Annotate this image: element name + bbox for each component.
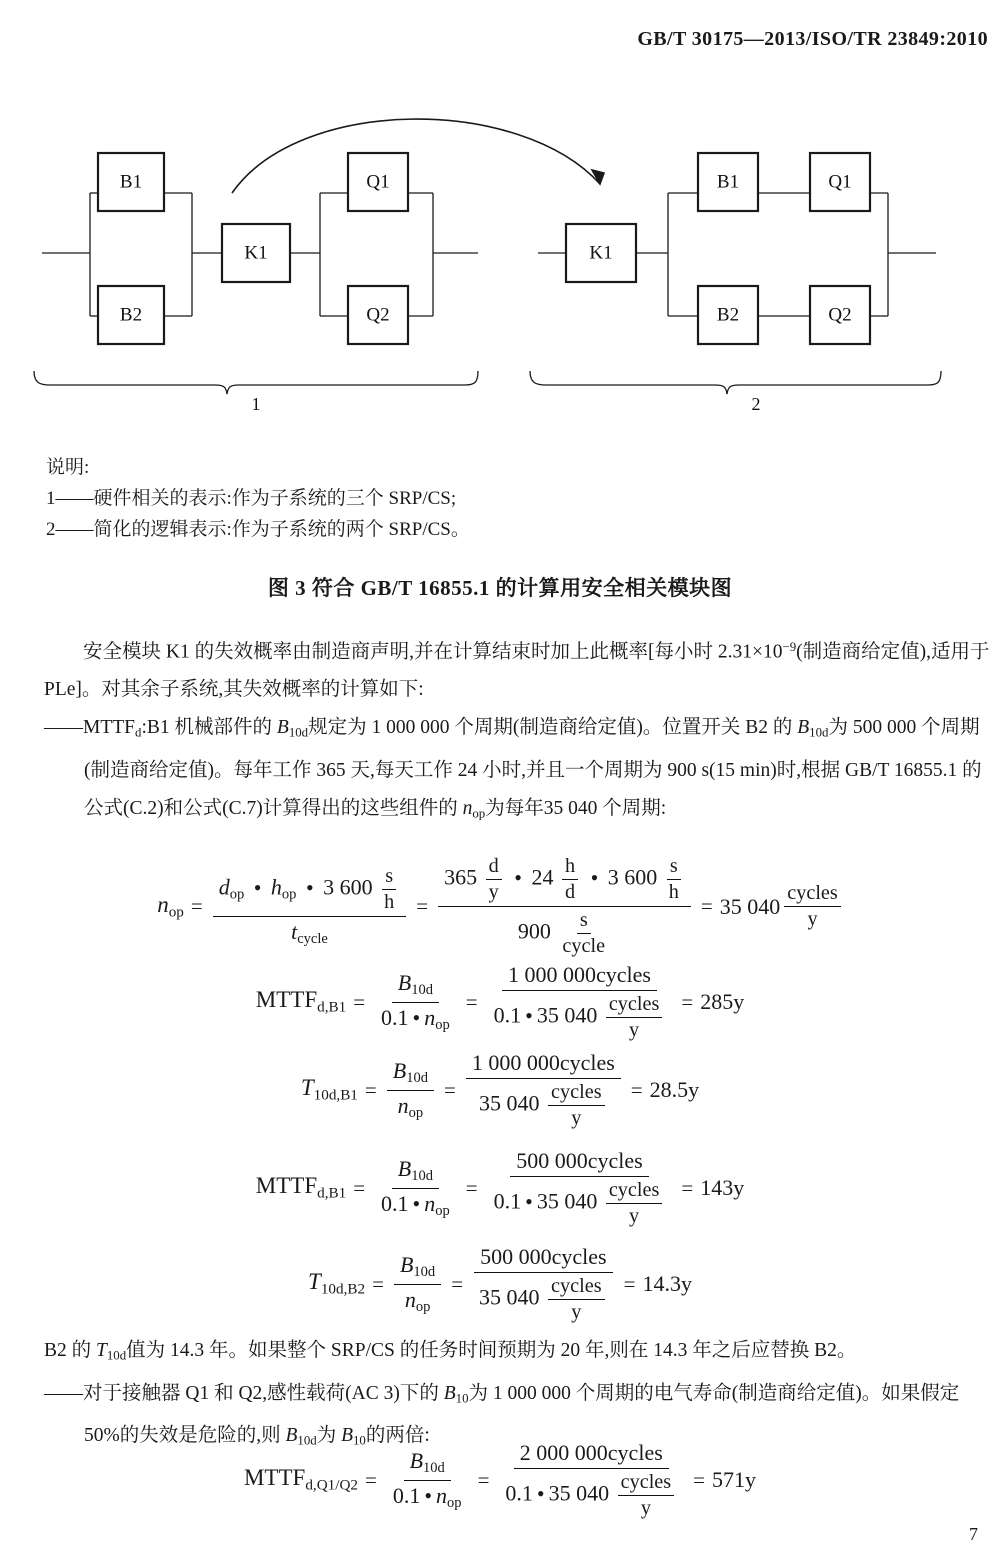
eq-mttfb1-den-dot: • <box>525 1002 533 1028</box>
eq-nop-lhs-sub: op <box>168 903 184 921</box>
eq-t10db1-frac1 <box>387 1058 434 1121</box>
eq-t10db1-n-sub: op <box>408 1104 424 1121</box>
p4-b10-sub-2: 10 <box>353 1433 366 1448</box>
eq-nop-tcycle-sub: cycle <box>297 931 328 948</box>
eq-mttfq-den-val: 35 040 <box>548 1480 610 1506</box>
block-label-q1-right: Q1 <box>828 171 852 193</box>
p4-line2-c: 为 <box>316 1425 342 1447</box>
eq-nop-dot-1: • <box>253 874 262 900</box>
eq-t10db1-n: n <box>397 1092 409 1118</box>
equation-t10d-b2 <box>0 1244 1000 1324</box>
eq-nop-fraction-2 <box>438 855 691 958</box>
block-diagram-svg <box>0 88 1000 418</box>
eq-t10db2-frac1 <box>394 1252 441 1315</box>
eq-t10db2-num2: 500 000cycles <box>474 1244 612 1273</box>
eq-mttfb2-num2: 500 000cycles <box>510 1148 648 1177</box>
p4-b10-var: B <box>443 1382 456 1404</box>
eq-mttfb2-lhs: MTTF <box>255 1173 318 1199</box>
eq-t10db2-B: B <box>399 1252 414 1278</box>
eq-mttfq-result: 571y <box>712 1467 757 1492</box>
eq-t10db2-n-sub: op <box>415 1298 431 1315</box>
eq-nop-equals-1: = <box>190 894 203 918</box>
figure-3-block-diagram <box>0 88 1000 418</box>
eq-t10db1-B: B <box>392 1058 407 1084</box>
block-label-b2-left: B2 <box>119 304 143 326</box>
p2-b10d-sub: 10d <box>288 726 309 741</box>
eq-t10db2-result: 14.3y <box>642 1271 692 1296</box>
eq-nop-unit-h-d <box>562 855 578 904</box>
eq-nop-dot-2: • <box>305 874 314 900</box>
eq-mttfb2-n: n <box>424 1190 436 1216</box>
p3-seg-a: B2 的 <box>44 1340 97 1361</box>
page-number: 7 <box>969 1524 978 1544</box>
eq-mttfb1-den-cycles: cycles <box>606 993 663 1018</box>
figure-caption: 图 3 符合 GB/T 16855.1 的计算用安全相关模块图 <box>267 576 733 600</box>
eq-mttfb1-n: n <box>424 1004 436 1030</box>
eq-mttfq-den-y: y <box>640 1497 651 1519</box>
eq-t10db1-den-cycles: cycles <box>548 1081 605 1106</box>
eq-nop-unit-s2: s <box>667 855 681 880</box>
p1-exponent: −9 <box>782 640 797 654</box>
block-label-k1-left: K1 <box>244 242 268 264</box>
paragraph-b2-t10d <box>44 1332 994 1375</box>
eq-mttfb2-eq3: = <box>681 1175 694 1200</box>
equation-t10d-b1 <box>0 1050 1000 1130</box>
eq-mttfb1-B-sub: 10d <box>411 982 434 999</box>
eq-t10db1-den-y: y <box>571 1107 582 1129</box>
eq-t10db2-den-y: y <box>571 1301 582 1323</box>
eq-nop-unit-h2: h <box>562 855 578 880</box>
eq-mttfq-eq1: = <box>365 1467 377 1492</box>
eq-mttfq-frac1 <box>387 1448 468 1511</box>
p4-dash: —— <box>44 1382 83 1404</box>
p2-nop-var: n <box>462 798 473 820</box>
eq-t10db2-B-sub: 10d <box>413 1264 436 1281</box>
eq-nop-unit-h: h <box>384 890 395 913</box>
eq-mttfb1-den-01: 0.1 <box>493 1002 522 1028</box>
eq-nop-dot-3: • <box>514 864 522 890</box>
block-label-q2-right: Q2 <box>828 304 852 326</box>
eq-mttfb1-den-y: y <box>629 1019 640 1041</box>
equation-nop <box>0 855 1000 958</box>
eq-mttfb1-B: B <box>397 970 412 996</box>
p2-mttf: MTTF <box>83 717 136 739</box>
p2-b10d-var: B <box>276 717 289 739</box>
eq-nop-equals-2: = <box>416 894 429 918</box>
brace-label-2: 2 <box>751 394 761 415</box>
figure-legend <box>46 452 746 545</box>
p2-line3-b: 为每年 <box>485 798 544 820</box>
paragraph-mttfd-b1b2 <box>44 709 994 832</box>
eq-t10db2-frac2 <box>473 1244 614 1324</box>
eq-mttfb1-eq2: = <box>465 989 478 1014</box>
eq-t10db1-eq3: = <box>630 1077 643 1102</box>
eq-nop-unit-h3: h <box>668 881 679 903</box>
eq-t10db2-den-cycles: cycles <box>548 1275 605 1300</box>
eq-mttfb2-result: 143y <box>700 1175 745 1200</box>
eq-mttfq-eq2: = <box>477 1467 490 1492</box>
body-text-block <box>44 628 994 833</box>
p4-line2-a: 值)。如果假定 50%的失效是危险的,则 <box>83 1382 960 1447</box>
eq-mttfq-01: 0.1 <box>392 1482 421 1508</box>
eq-nop-unit-d-y <box>486 855 502 904</box>
eq-t10db1-frac2 <box>466 1050 621 1130</box>
page-header-standard-ref: GB/T 30175—2013/ISO/TR 23849:2010 <box>637 28 988 50</box>
eq-t10db2-den-unit <box>548 1275 605 1324</box>
eq-nop-fraction-1 <box>213 865 407 948</box>
eq-t10db1-num2: 1 000 000cycles <box>466 1050 621 1079</box>
block-label-q2-left: Q2 <box>366 304 390 326</box>
eq-nop-unit-cycle: cycle <box>562 935 606 957</box>
eq-mttfb2-B-sub: 10d <box>411 1168 434 1185</box>
eq-mttfq-den-01: 0.1 <box>505 1480 533 1506</box>
eq-t10db2-eq1: = <box>372 1271 384 1296</box>
eq-mttfq-frac2 <box>499 1440 683 1520</box>
legend-title: 说明: <box>46 457 90 478</box>
eq-mttfb1-lhs: MTTF <box>255 987 318 1013</box>
p1-seg-c: 给定值),适用于 PLe]。对其余子系统,其失效概率的计算如下: <box>44 641 990 701</box>
eq-mttfq-num2: 2 000 000cycles <box>514 1440 669 1469</box>
p2-line2: 为 500 000 个周期(制造商给定值)。每年工作 365 天,每天工作 24 小时,并且一个周期为 900 s <box>83 717 980 782</box>
eq-mttfb2-frac1 <box>375 1156 456 1219</box>
eq-nop-lhs: n <box>157 891 169 917</box>
eq-mttfb1-result: 285y <box>700 989 745 1014</box>
eq-nop-result: 35 040 <box>719 893 781 919</box>
block-label-q1-left: Q1 <box>366 171 390 193</box>
eq-mttfq-B-sub: 10d <box>423 1460 445 1477</box>
eq-t10db1-result: 28.5y <box>649 1077 700 1102</box>
eq-mttfq-n: n <box>436 1482 448 1508</box>
brace-label-1: 1 <box>251 394 261 415</box>
paragraph-k1 <box>44 628 994 709</box>
eq-mttfq-den-dot: • <box>536 1480 545 1506</box>
eq-mttfb2-den-dot: • <box>525 1188 533 1214</box>
eq-t10db2-n: n <box>404 1286 416 1312</box>
block-label-b2-right: B2 <box>716 304 740 326</box>
eq-mttfq-lhs-sub: d,Q1/Q2 <box>305 1476 358 1494</box>
eq-mttfb1-01: 0.1 <box>381 1004 409 1030</box>
equation-mttf-d-b2 <box>0 1148 1000 1228</box>
block-label-b1-left: B1 <box>119 171 143 193</box>
eq-nop-dot-4: • <box>590 864 599 890</box>
eq-nop-unit-s3: s <box>577 909 591 934</box>
eq-mttfb2-den-unit <box>606 1179 663 1228</box>
p2-nop-sub: op <box>472 806 486 821</box>
p1-seg-a: 安全模块 K1 的失效概率由制造商声明,并在计算结束时加上此概率[每小时 2.31×10 <box>83 641 783 663</box>
p2-b10d-sub-2: 10d <box>809 726 829 741</box>
p4-seg-c: 为 1 000 000 个周期的电气寿命(制造商给定 <box>468 1382 836 1404</box>
eq-nop-unit-s-cycle <box>559 909 608 958</box>
eq-nop-unit-s-h2 <box>666 855 682 904</box>
p2-line3-a: (15 min)时,根据 GB/T 16855.1 的公式(C.2)和公式(C.7)计算得出的这些组件的 <box>83 760 982 820</box>
eq-mttfb1-eq1: = <box>353 989 366 1014</box>
eq-nop-tcycle: t <box>291 918 298 944</box>
eq-nop-dop-sub: op <box>229 886 245 903</box>
block-label-b1-right: B1 <box>716 171 740 193</box>
p4-b10d-var: B <box>285 1425 298 1447</box>
eq-mttfq-dot: • <box>424 1482 433 1508</box>
eq-mttfb2-eq2: = <box>465 1175 478 1200</box>
eq-mttfb1-dot: • <box>412 1004 421 1030</box>
legend-item-2: 2——简化的逻辑表示:作为子系统的两个 SRP/CS。 <box>46 519 470 540</box>
eq-mttfb1-eq3: = <box>681 989 694 1014</box>
eq-nop-result-cycles: cycles <box>784 882 841 907</box>
eq-mttfq-lhs: MTTF <box>243 1465 306 1491</box>
eq-t10db2-eq3: = <box>623 1271 636 1296</box>
eq-mttfb1-den-val: 35 040 <box>536 1002 598 1028</box>
eq-t10db1-den-val: 35 040 <box>479 1090 540 1116</box>
eq-nop-hop: h <box>270 874 282 900</box>
p1-seg-b: (制造商 <box>796 641 862 663</box>
eq-nop-unit-y: y <box>488 881 499 903</box>
eq-nop-equals-3: = <box>700 894 713 918</box>
eq-t10db1-lhs-sub: 10d,B1 <box>313 1086 358 1104</box>
eq-mttfb2-01: 0.1 <box>381 1190 409 1216</box>
p2-line4: 35 040 个周期: <box>543 798 667 820</box>
eq-mttfb2-den-01: 0.1 <box>493 1188 522 1214</box>
eq-nop-hop-sub: op <box>281 886 297 903</box>
eq-mttfb1-frac1 <box>375 970 456 1033</box>
eq-t10db2-eq2: = <box>451 1271 464 1296</box>
eq-mttfb2-B: B <box>397 1156 412 1182</box>
equation-mttf-d-b1 <box>0 962 1000 1042</box>
eq-nop-365: 365 <box>444 864 478 890</box>
equation-mttf-d-q1q2 <box>0 1440 1000 1520</box>
eq-mttfb1-num2: 1 000 000cycles <box>502 962 657 991</box>
brace-group-1 <box>34 371 478 394</box>
p3-seg-b: 值为 14.3 年。如果整个 SRP/CS 的任务时间预期为 20 年,则在 14.3 年之后应替换 B2。 <box>126 1340 857 1361</box>
eq-nop-unit-s-h <box>381 865 397 914</box>
p4-b10d-sub: 10d <box>297 1433 317 1448</box>
p2-mttf-sub: d <box>135 726 142 741</box>
eq-mttfb2-dot: • <box>412 1190 421 1216</box>
eq-t10db2-lhs-sub: 10d,B2 <box>320 1280 366 1298</box>
eq-nop-3600: 3 600 <box>323 874 373 900</box>
eq-mttfq-den-cycles: cycles <box>618 1471 675 1496</box>
eq-t10db2-den-val: 35 040 <box>479 1284 540 1310</box>
eq-nop-unit-s: s <box>382 865 396 890</box>
eq-t10db1-eq1: = <box>364 1077 377 1102</box>
eq-mttfb2-lhs-sub: d,B1 <box>317 1184 347 1202</box>
eq-mttfb2-den-y: y <box>629 1205 640 1227</box>
eq-nop-result-unit <box>784 882 841 931</box>
eq-t10db2-lhs: T <box>308 1269 321 1295</box>
eq-mttfb1-lhs-sub: d,B1 <box>317 998 347 1016</box>
eq-t10db1-den-unit <box>548 1081 605 1130</box>
p2-seg-d: 规定为 1 000 000 个周期(制造商给定值)。位置开关 B2 的 <box>308 717 798 739</box>
p2-b10d-var-2: B <box>797 717 810 739</box>
eq-nop-unit-d2: d <box>564 881 576 903</box>
eq-mttfq-n-sub: op <box>447 1494 462 1511</box>
eq-t10db1-lhs: T <box>300 1075 314 1101</box>
eq-t10db1-eq2: = <box>443 1077 456 1102</box>
p4-b10-var-2: B <box>341 1425 353 1447</box>
p4-b10-sub: 10 <box>455 1391 469 1406</box>
eq-mttfb2-n-sub: op <box>435 1202 450 1219</box>
brace-group-2 <box>530 371 941 394</box>
eq-nop-900: 900 <box>517 918 551 944</box>
eq-mttfb2-eq1: = <box>353 1175 366 1200</box>
eq-mttfq-den-unit <box>618 1471 675 1520</box>
p2-seg-b: :B1 机械部件的 <box>141 717 277 739</box>
block-label-k1-right: K1 <box>589 242 613 264</box>
eq-mttfq-eq3: = <box>693 1467 706 1492</box>
eq-nop-result-y: y <box>807 908 818 930</box>
p3-t-sub: 10d <box>106 1348 127 1363</box>
eq-mttfb2-den-cycles: cycles <box>606 1179 663 1204</box>
eq-mttfb2-den-val: 35 040 <box>536 1188 598 1214</box>
eq-mttfb1-n-sub: op <box>435 1016 450 1033</box>
eq-nop-dop: d <box>218 874 230 900</box>
eq-t10db1-B-sub: 10d <box>406 1070 428 1087</box>
eq-mttfb1-frac2 <box>488 962 672 1042</box>
eq-mttfb2-frac2 <box>488 1148 672 1228</box>
eq-mttfq-B: B <box>409 1448 424 1474</box>
p2-dash: —— <box>44 717 83 739</box>
p4-seg-a: 对于接触器 Q1 和 Q2,感性载荷(AC 3)下的 <box>83 1382 444 1404</box>
transform-arrow-curve <box>232 119 600 193</box>
eq-mttfb1-den-unit <box>606 993 663 1042</box>
eq-nop-24: 24 <box>531 864 554 890</box>
p4-line2-d: 的两倍: <box>365 1425 430 1447</box>
p3-t-var: T <box>96 1340 107 1361</box>
legend-item-1: 1——硬件相关的表示:作为子系统的三个 SRP/CS; <box>46 488 457 509</box>
eq-nop-unit-d: d <box>486 855 502 880</box>
eq-nop-3600b: 3 600 <box>607 864 658 890</box>
